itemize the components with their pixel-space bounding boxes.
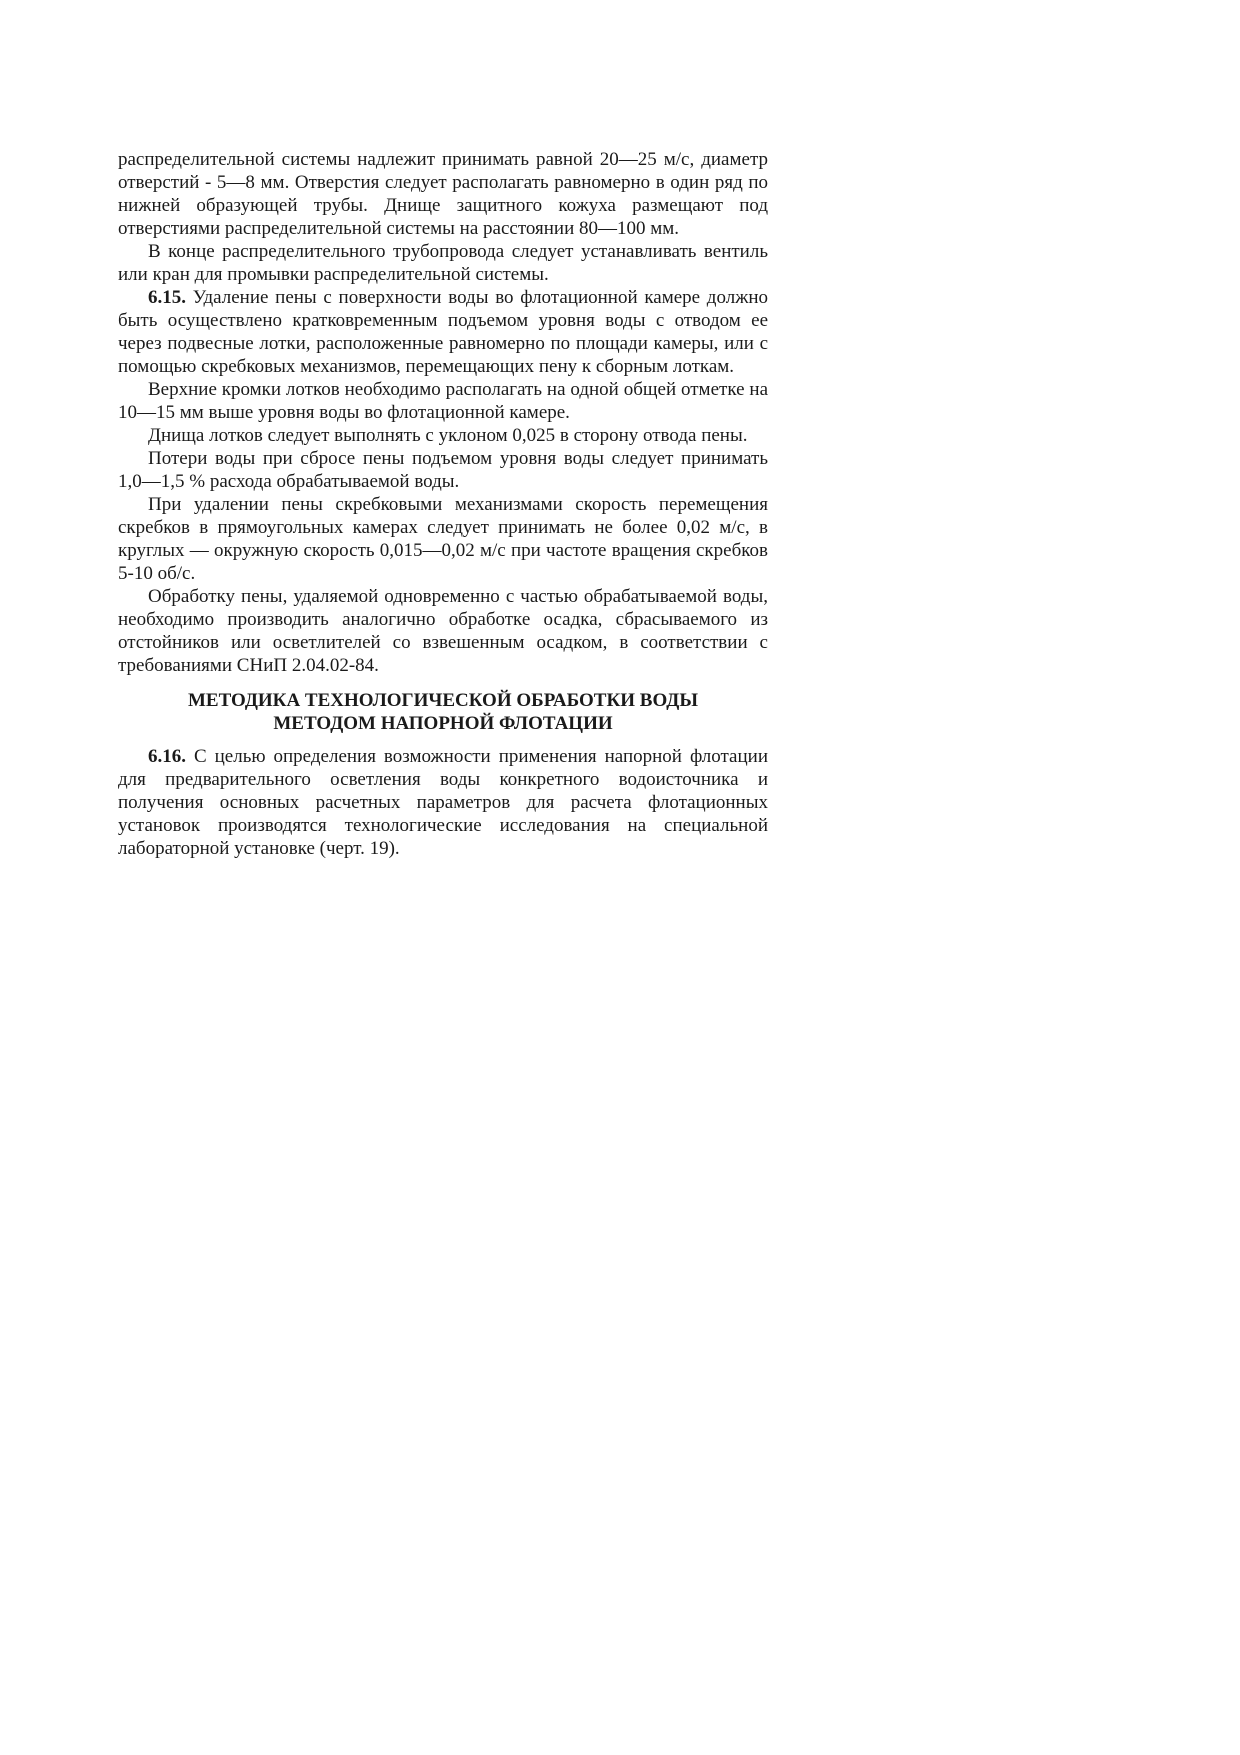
paragraph: [118, 378, 768, 424]
paragraph-text: распределительной системы надлежит принимать равной 20—25 м/с, диаметр отверстий - 5—8 мм. Отверстия следует располагать равномерно в один ряд по нижней образующей трубы. Днище защитного кожуха размещают под отверстиями распределительной системы на расстоянии 80—100 мм.: [118, 149, 768, 239]
paragraph: [118, 745, 768, 860]
paragraph: [118, 493, 768, 585]
paragraph-text: Потери воды при сбросе пены подъемом уровня воды следует принимать 1,0—1,5 % расхода обрабатываемой воды.: [118, 448, 768, 492]
text-section-after: [118, 745, 768, 860]
paragraph-text: Днища лотков следует выполнять с уклоном 0,025 в сторону отвода пены.: [148, 425, 748, 446]
text-section-before: [118, 148, 768, 677]
paragraph-text: Удаление пены с поверхности воды во флотационной камере должно быть осуществлено кратковременным подъемом уровня воды с отводом ее через подвесные лотки, расположенные равномерно по площади камеры, или с помощью скребковых механизмов, перемещающих пену к сборным лоткам.: [118, 287, 768, 377]
clause-number: 6.15.: [148, 287, 186, 308]
document-page: [118, 148, 768, 860]
paragraph-text: Верхние кромки лотков необходимо располагать на одной общей отметке на 10—15 мм выше уровня воды во флотационной камере.: [118, 379, 768, 423]
section-heading-line-1: МЕТОДИКА ТЕХНОЛОГИЧЕСКОЙ ОБРАБОТКИ ВОДЫ: [187, 690, 699, 711]
paragraph: [118, 240, 768, 286]
paragraph-text: При удалении пены скребковыми механизмами скорость перемещения скребков в прямоугольных камерах следует принимать не более 0,02 м/с, в круглых — окружную скорость 0,015—0,02 м/с при частоте вращения скребков 5-10 об/с.: [118, 494, 768, 584]
paragraph-text: Обработку пены, удаляемой одновременно с частью обрабатываемой воды, необходимо производить аналогично обработке осадка, сбрасываемого из отстойников или осветлителей со взвешенным осадком, в соответствии с требованиями СНиП 2.04.02-84.: [118, 586, 768, 676]
section-heading: [118, 689, 768, 735]
clause-number: 6.16.: [148, 746, 186, 767]
paragraph-text: С целью определения возможности применения напорной флотации для предварительного осветления воды конкретного водоисточника и получения основных расчетных параметров для расчета флотационных установок производятся технологические исследования на специальной лабораторной установке (черт. 19).: [118, 746, 768, 859]
paragraph: [118, 585, 768, 677]
paragraph: [118, 424, 768, 447]
section-heading-line-2: МЕТОДОМ НАПОРНОЙ ФЛОТАЦИИ: [273, 713, 613, 734]
paragraph: [118, 286, 768, 378]
paragraph: [118, 148, 768, 240]
paragraph: [118, 447, 768, 493]
paragraph-text: В конце распределительного трубопровода следует устанавливать вентиль или кран для промывки распределительной системы.: [118, 241, 768, 285]
